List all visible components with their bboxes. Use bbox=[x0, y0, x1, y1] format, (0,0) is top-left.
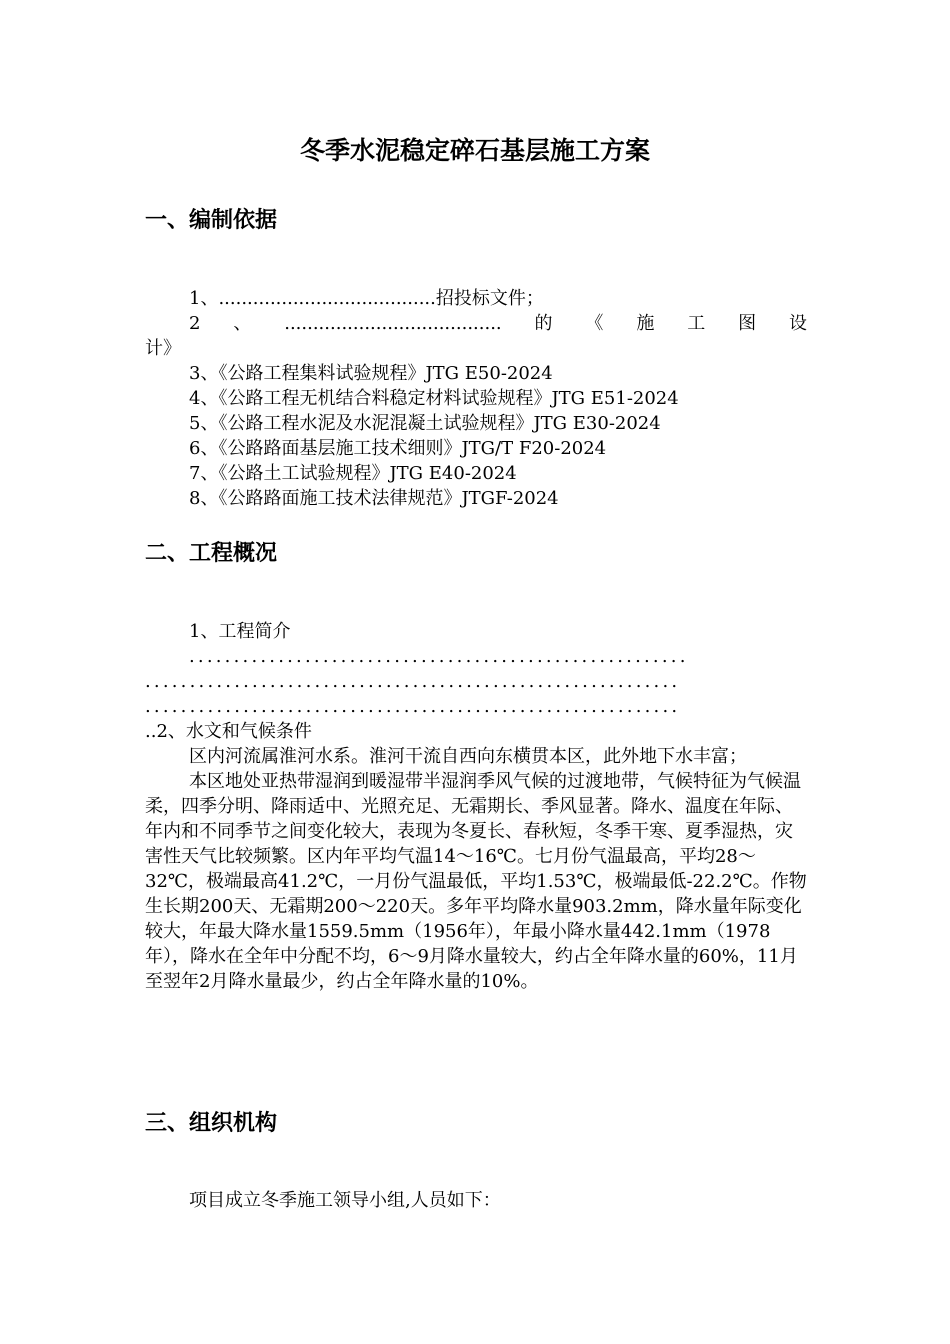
organization-body bbox=[145, 1188, 807, 1213]
basis-item-6: 6、《公路路面基层施工技术细则》JTG/T F20-2024 bbox=[189, 438, 607, 459]
basis-item-2: 2、......................................的《施工图设 bbox=[189, 313, 807, 334]
overview-paragraph-2: 本区地处亚热带湿润到暖湿带半湿润季风气候的过渡地带，气候特征为气候温柔，四季分明、降雨适中、光照充足、无霜期长、季风显著。降水、温度在年际、年内和不同季节之间变化较大，表现为冬夏长、春秋短，冬季干寒、夏季湿热，灾害性天气比较频繁。区内年平均气温14～16℃。七月份气温最高，平均28～32℃，极端最高41.2℃，一月份气温最低，平均1.53℃，极端最低-22.2℃。作物生长期200天、无霜期200～220天。多年平均降水量903.2mm，降水量年际变化较大，年最大降水量1559.5mm（1956年），年最小降水量442.1mm（1978年），降水在全年中分配不均，6～9月降水量较大，约占全年降水量的60%，11月至翌年2月降水量最少，约占全年降水量的10%。 bbox=[145, 771, 807, 992]
basis-item-2-cont: 计》 bbox=[145, 338, 181, 359]
overview-dots-line-1: ........................................................ bbox=[189, 646, 689, 667]
basis-item-5: 5、《公路工程水泥及水泥混凝土试验规程》JTG E30-2024 bbox=[189, 413, 661, 434]
section-heading-basis: 一、编制依据 bbox=[145, 208, 278, 233]
overview-subheading-1: 1、工程简介 bbox=[189, 621, 291, 642]
basis-item-8: 8、《公路路面施工技术法律规范》JTGF-2024 bbox=[189, 488, 559, 509]
basis-item-7: 7、《公路土工试验规程》JTG E40-2024 bbox=[189, 463, 517, 484]
basis-item-4: 4、《公路工程无机结合料稳定材料试验规程》JTG E51-2024 bbox=[189, 388, 679, 409]
basis-item-1: 1、......................................招投标文件； bbox=[189, 288, 544, 309]
section-heading-organization: 三、组织机构 bbox=[145, 1111, 278, 1136]
organization-paragraph-1: 项目成立冬季施工领导小组,人员如下： bbox=[189, 1190, 501, 1211]
section-heading-overview: 二、工程概况 bbox=[145, 541, 278, 566]
basis-item-3: 3、《公路工程集料试验规程》JTG E50-2024 bbox=[189, 363, 553, 384]
overview-dots-line-3: ............................................................ bbox=[145, 696, 681, 717]
overview-body bbox=[145, 619, 807, 994]
basis-list bbox=[145, 286, 807, 511]
overview-paragraph-1: 区内河流属淮河水系。淮河干流自西向东横贯本区，此外地下水丰富； bbox=[189, 746, 747, 767]
overview-subheading-2: ..2、水文和气候条件 bbox=[145, 721, 312, 742]
overview-dots-line-2: ............................................................ bbox=[145, 671, 681, 692]
document-title: 冬季水泥稳定碎石基层施工方案 bbox=[299, 136, 650, 165]
